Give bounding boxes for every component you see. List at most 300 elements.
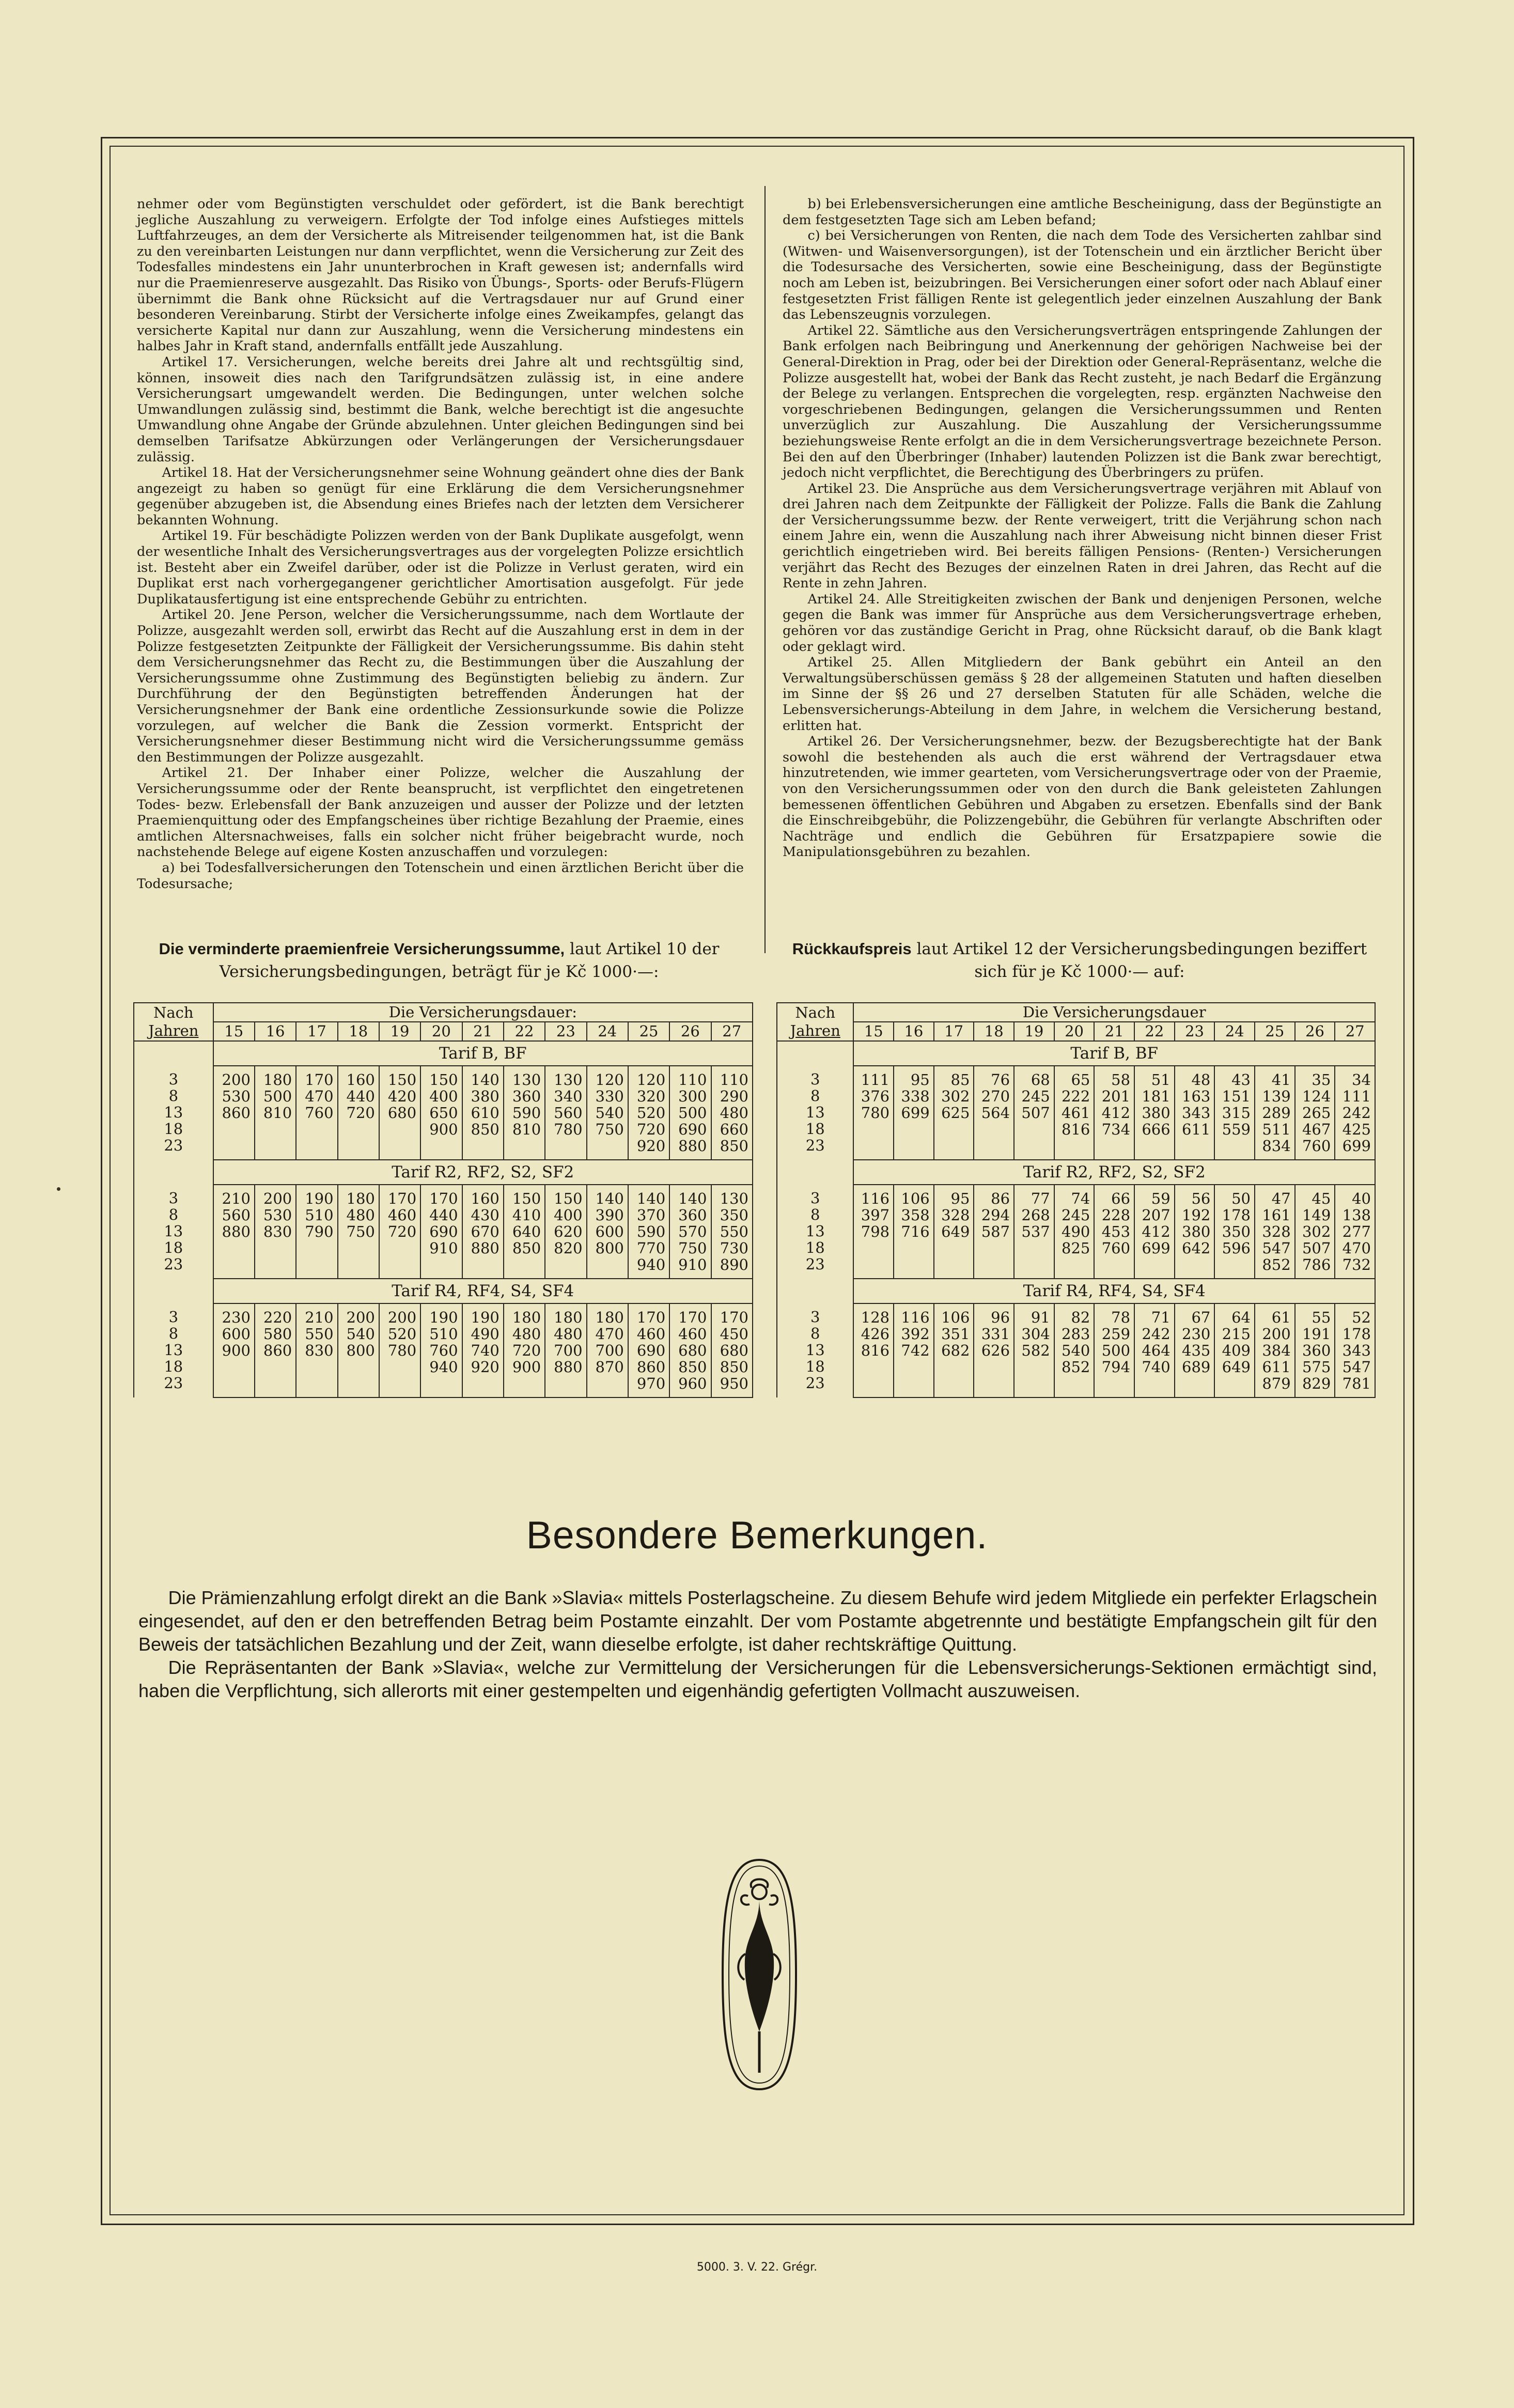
value-cell xyxy=(1214,1185,1255,1279)
year-value: 8 xyxy=(168,1325,179,1342)
duration-header: 15 xyxy=(213,1022,255,1041)
value: 110 xyxy=(678,1071,707,1089)
value xyxy=(296,1375,333,1392)
value xyxy=(380,1240,416,1256)
value xyxy=(934,1138,970,1154)
value: 920 xyxy=(636,1137,666,1155)
value-cell xyxy=(587,1303,628,1397)
value: 68 xyxy=(1031,1071,1050,1089)
duration-header: 22 xyxy=(504,1022,545,1041)
value-cell xyxy=(504,1185,545,1279)
value-cell xyxy=(587,1066,628,1160)
value: 77 xyxy=(1031,1190,1050,1207)
value: 110 xyxy=(720,1071,748,1089)
value: 290 xyxy=(720,1088,748,1105)
value: 111 xyxy=(861,1071,890,1089)
value xyxy=(255,1256,292,1273)
value: 120 xyxy=(595,1071,624,1089)
value: 500 xyxy=(263,1088,292,1105)
value: 507 xyxy=(1021,1104,1050,1122)
value xyxy=(380,1375,416,1392)
value: 810 xyxy=(263,1104,292,1122)
value-cell xyxy=(338,1185,379,1279)
value-cell xyxy=(420,1066,462,1160)
value: 320 xyxy=(636,1088,666,1105)
value: 440 xyxy=(346,1088,375,1105)
value: 128 xyxy=(861,1309,890,1326)
value: 860 xyxy=(636,1358,666,1376)
value: 507 xyxy=(1302,1239,1331,1257)
value-cell xyxy=(1335,1185,1375,1279)
value: 392 xyxy=(901,1325,930,1343)
article-18: Artikel 18. Hat der Versicherungsnehmer seine Wohnung geändert ohne dies der Bank angezeigt zu haben so genügt für eine Erklärung die dem Versicherungsnehmer gegenüber abzugeben ist, die Absendung eines Briefes nach der letzten dem Versicherer bekannten Wohnung. xyxy=(137,465,744,528)
value xyxy=(214,1256,251,1273)
value xyxy=(545,1375,582,1392)
value xyxy=(255,1359,292,1375)
value-cell xyxy=(711,1066,753,1160)
value: 960 xyxy=(678,1375,707,1392)
value: 825 xyxy=(1062,1239,1090,1257)
value xyxy=(214,1359,251,1375)
value xyxy=(1095,1256,1130,1273)
value: 140 xyxy=(471,1071,500,1089)
year-cell xyxy=(777,1066,853,1160)
value: 880 xyxy=(554,1358,583,1376)
value: 95 xyxy=(910,1071,930,1089)
value: 200 xyxy=(222,1071,251,1089)
value xyxy=(974,1359,1010,1375)
value-cell xyxy=(462,1185,504,1279)
value: 215 xyxy=(1222,1325,1251,1343)
value: 500 xyxy=(678,1104,707,1122)
value: 760 xyxy=(1101,1239,1131,1257)
value-cell xyxy=(1054,1303,1095,1397)
left-text-column xyxy=(137,196,744,892)
value: 139 xyxy=(1262,1088,1291,1105)
value-cell xyxy=(379,1066,420,1160)
value: 170 xyxy=(305,1071,334,1089)
value xyxy=(421,1256,458,1273)
value: 170 xyxy=(720,1309,748,1326)
value xyxy=(504,1375,541,1392)
value: 649 xyxy=(941,1223,970,1240)
duration-header: 18 xyxy=(338,1022,379,1041)
value: 666 xyxy=(1142,1121,1170,1138)
section-title: Besondere Bemerkungen. xyxy=(526,1513,988,1557)
value: 289 xyxy=(1262,1104,1291,1122)
duration-header: 26 xyxy=(1295,1022,1335,1041)
value: 376 xyxy=(861,1088,890,1105)
value xyxy=(296,1240,333,1256)
value xyxy=(421,1375,458,1392)
value: 780 xyxy=(861,1104,890,1122)
value xyxy=(1014,1375,1050,1392)
value: 302 xyxy=(1302,1223,1331,1240)
value: 150 xyxy=(387,1071,417,1089)
value: 410 xyxy=(512,1206,541,1224)
value xyxy=(1014,1138,1050,1154)
year-value: 3 xyxy=(168,1308,179,1326)
value-cell xyxy=(894,1185,934,1279)
value: 820 xyxy=(554,1239,583,1257)
value: 160 xyxy=(471,1190,500,1207)
value: 380 xyxy=(1142,1104,1170,1122)
value: 58 xyxy=(1111,1071,1131,1089)
value-cell xyxy=(213,1185,255,1279)
remarks-text xyxy=(138,1586,1377,1702)
value-cell xyxy=(669,1185,711,1279)
value: 180 xyxy=(595,1309,624,1326)
value: 510 xyxy=(429,1325,458,1343)
value-cell xyxy=(1214,1066,1255,1160)
value: 790 xyxy=(305,1223,334,1240)
value: 265 xyxy=(1302,1104,1331,1122)
value: 920 xyxy=(471,1358,500,1376)
value: 190 xyxy=(471,1309,500,1326)
value: 570 xyxy=(678,1223,707,1240)
value xyxy=(380,1138,416,1154)
value-cell xyxy=(462,1303,504,1397)
value: 435 xyxy=(1182,1342,1211,1359)
year-value: 18 xyxy=(805,1358,825,1375)
value: 130 xyxy=(720,1190,748,1207)
value-cell xyxy=(255,1185,296,1279)
value: 328 xyxy=(941,1206,970,1224)
value: 96 xyxy=(991,1309,1010,1326)
value: 331 xyxy=(981,1325,1010,1343)
value: 390 xyxy=(595,1206,624,1224)
value: 611 xyxy=(1262,1358,1291,1376)
value-cell xyxy=(628,1185,669,1279)
value: 720 xyxy=(346,1104,375,1122)
value: 720 xyxy=(387,1223,417,1240)
year-value: 18 xyxy=(164,1358,183,1375)
year-value: 8 xyxy=(810,1087,820,1105)
year-value: 23 xyxy=(164,1374,183,1392)
value: 120 xyxy=(636,1071,666,1089)
value: 816 xyxy=(861,1342,890,1359)
value: 460 xyxy=(678,1325,707,1343)
value: 78 xyxy=(1111,1309,1131,1326)
value xyxy=(338,1121,375,1138)
value: 467 xyxy=(1302,1121,1331,1138)
value: 380 xyxy=(471,1088,500,1105)
value: 343 xyxy=(1342,1342,1371,1359)
value: 575 xyxy=(1302,1358,1331,1376)
value: 61 xyxy=(1271,1309,1291,1326)
duration-header: 25 xyxy=(1255,1022,1295,1041)
value: 800 xyxy=(595,1239,624,1257)
value-cell xyxy=(894,1303,934,1397)
value: 340 xyxy=(554,1088,583,1105)
value: 453 xyxy=(1101,1223,1131,1240)
value: 163 xyxy=(1182,1088,1211,1105)
value: 470 xyxy=(305,1088,334,1105)
duration-header: 24 xyxy=(587,1022,628,1041)
value: 590 xyxy=(512,1104,541,1122)
year-value: 3 xyxy=(810,1189,820,1207)
value: 412 xyxy=(1101,1104,1131,1122)
value: 161 xyxy=(1262,1206,1291,1224)
year-value: 18 xyxy=(164,1120,183,1138)
value: 242 xyxy=(1342,1104,1371,1122)
value-cell xyxy=(853,1066,894,1160)
value: 530 xyxy=(222,1088,251,1105)
value: 740 xyxy=(471,1342,500,1359)
duration-header: 23 xyxy=(545,1022,586,1041)
value-cell xyxy=(1255,1185,1295,1279)
value: 52 xyxy=(1352,1309,1371,1326)
value xyxy=(587,1375,624,1392)
value xyxy=(854,1240,889,1256)
value: 480 xyxy=(720,1104,748,1122)
value xyxy=(934,1256,970,1273)
value: 140 xyxy=(636,1190,666,1207)
value-cell xyxy=(1175,1066,1215,1160)
value-cell xyxy=(1335,1066,1375,1160)
value: 510 xyxy=(305,1206,334,1224)
value xyxy=(296,1359,333,1375)
value: 699 xyxy=(1342,1137,1371,1155)
value: 67 xyxy=(1191,1309,1211,1326)
value: 191 xyxy=(1302,1325,1331,1343)
value: 680 xyxy=(387,1104,417,1122)
value xyxy=(463,1375,500,1392)
value xyxy=(338,1256,375,1273)
value: 230 xyxy=(222,1309,251,1326)
value: 798 xyxy=(861,1223,890,1240)
duration-header: 19 xyxy=(379,1022,420,1041)
value: 425 xyxy=(1342,1121,1371,1138)
value: 490 xyxy=(471,1325,500,1343)
value-cell xyxy=(213,1066,255,1160)
duration-header: 24 xyxy=(1214,1022,1255,1041)
value xyxy=(1135,1138,1170,1154)
value: 970 xyxy=(636,1375,666,1392)
value: 540 xyxy=(346,1325,375,1343)
year-value: 13 xyxy=(805,1222,825,1240)
value: 480 xyxy=(512,1325,541,1343)
value: 351 xyxy=(941,1325,970,1343)
value: 500 xyxy=(1101,1342,1131,1359)
value: 50 xyxy=(1231,1190,1251,1207)
value: 200 xyxy=(346,1309,375,1326)
value: 620 xyxy=(554,1223,583,1240)
value xyxy=(894,1240,930,1256)
value: 850 xyxy=(678,1358,707,1376)
tarif-label: Tarif R2, RF2, S2, SF2 xyxy=(853,1160,1375,1185)
value: 760 xyxy=(305,1104,334,1122)
article-24: Artikel 24. Alle Streitigkeiten zwischen der Bank und denjenigen Personen, welche gegen die Bank was immer für Ansprüche aus dem Versicherungsvertrage erheben, gehören vor das zuständige Gericht in Prag, ohne Rücksicht darauf, ob die Bank klagt oder geklagt wird. xyxy=(783,591,1382,655)
value-cell xyxy=(1175,1303,1215,1397)
value xyxy=(934,1121,970,1138)
value: 192 xyxy=(1182,1206,1211,1224)
value: 360 xyxy=(512,1088,541,1105)
value: 460 xyxy=(636,1325,666,1343)
value-cell xyxy=(974,1303,1014,1397)
value: 430 xyxy=(471,1206,500,1224)
value: 116 xyxy=(901,1309,930,1326)
value: 564 xyxy=(981,1104,1010,1122)
remark-paragraph: Die Prämienzahlung erfolgt direkt an die Bank »Slavia« mittels Posterlagscheine. Zu diesem Behufe wird jedem Mitgliede ein perfekter Erlagschein eingesendet, auf den er den betreffenden Betrag beim Postamte einzahlt. Der vom Postamte abgetrennte und bestätigte Empfangschein gilt für den Beweis der tatsächlichen Bezahlung und der Zeit, wann dieselbe erfolgte, ist daher rechtskräftige Quittung. xyxy=(138,1587,1377,1655)
value xyxy=(1014,1240,1050,1256)
value xyxy=(214,1240,251,1256)
tarif-label: Tarif R2, RF2, S2, SF2 xyxy=(213,1160,753,1185)
value: 338 xyxy=(901,1088,930,1105)
value xyxy=(1055,1256,1090,1273)
value xyxy=(587,1138,624,1154)
value: 537 xyxy=(1021,1223,1050,1240)
value: 480 xyxy=(554,1325,583,1343)
value xyxy=(854,1138,889,1154)
value: 490 xyxy=(1062,1223,1090,1240)
year-value: 18 xyxy=(805,1239,825,1256)
value: 111 xyxy=(1342,1088,1371,1105)
tarif-row xyxy=(777,1160,1375,1185)
nach-label: Nach xyxy=(795,1004,836,1021)
value: 547 xyxy=(1342,1358,1371,1376)
value: 150 xyxy=(429,1071,458,1089)
year-cell xyxy=(134,1303,213,1397)
value-cell xyxy=(628,1303,669,1397)
value: 880 xyxy=(678,1137,707,1155)
value-cell xyxy=(379,1303,420,1397)
value: 910 xyxy=(678,1256,707,1273)
value xyxy=(214,1375,251,1392)
value: 511 xyxy=(1262,1121,1291,1138)
nach-jahren-header xyxy=(777,1003,853,1041)
value: 470 xyxy=(595,1325,624,1343)
value: 160 xyxy=(346,1071,375,1089)
value: 780 xyxy=(387,1342,417,1359)
value: 834 xyxy=(1262,1137,1291,1155)
year-value: 3 xyxy=(168,1070,179,1088)
value: 642 xyxy=(1182,1239,1211,1257)
value xyxy=(545,1256,582,1273)
value: 360 xyxy=(1302,1342,1331,1359)
value: 150 xyxy=(554,1190,583,1207)
duration-header: 17 xyxy=(934,1022,974,1041)
value xyxy=(934,1240,970,1256)
value: 43 xyxy=(1231,1071,1251,1089)
value xyxy=(854,1359,889,1375)
value xyxy=(1014,1359,1050,1375)
value: 409 xyxy=(1222,1342,1251,1359)
value xyxy=(894,1138,930,1154)
value: 268 xyxy=(1021,1206,1050,1224)
value: 626 xyxy=(981,1342,1010,1359)
value: 830 xyxy=(263,1223,292,1240)
value: 740 xyxy=(1142,1358,1170,1376)
value: 190 xyxy=(429,1309,458,1326)
value-cell xyxy=(379,1185,420,1279)
value: 76 xyxy=(991,1071,1010,1089)
value: 34 xyxy=(1352,1071,1371,1089)
data-row xyxy=(134,1303,753,1397)
left-table-heading-rest: laut Artikel 10 der Versicherungsbedingungen, beträgt für je Kč 1000·—: xyxy=(219,940,720,981)
value xyxy=(545,1138,582,1154)
value xyxy=(338,1375,375,1392)
duration-header: 16 xyxy=(894,1022,934,1041)
value xyxy=(854,1121,889,1138)
year-cell xyxy=(777,1303,853,1397)
value: 732 xyxy=(1342,1256,1371,1273)
duration-header: 18 xyxy=(974,1022,1014,1041)
value xyxy=(255,1121,292,1138)
value: 277 xyxy=(1342,1223,1371,1240)
year-value: 18 xyxy=(805,1120,825,1138)
value-cell xyxy=(853,1185,894,1279)
value xyxy=(380,1256,416,1273)
tarif-spacer xyxy=(134,1160,213,1185)
value: 86 xyxy=(991,1190,1010,1207)
value xyxy=(894,1375,930,1392)
value: 742 xyxy=(901,1342,930,1359)
value: 600 xyxy=(595,1223,624,1240)
value xyxy=(1215,1256,1251,1273)
value: 360 xyxy=(678,1206,707,1224)
article-17: Artikel 17. Versicherungen, welche bereits drei Jahre alt und rechtsgültig sind, können, insoweit dies nach den Tarifgrundsätzen zulässig ist, in eine andere Versicherungsart umgewandelt werden. Die Bedingungen, unter welchen solche Umwandlungen zulässig sind, bestimmt die Bank, welche berechtigt ist die angesuchte Umwandlung ohne Angabe der Gründe abzulehnen. Unter gleichen Bedingungen sind bei demselben Tarifsatze Abkürzungen oder Verlängerungen der Versicherungsdauer zulässig. xyxy=(137,354,744,465)
duration-header: 25 xyxy=(628,1022,669,1041)
value xyxy=(1055,1375,1090,1392)
article-25: Artikel 25. Allen Mitgliedern der Bank gebührt ein Anteil an den Verwaltungsüberschüssen gemäss § 28 der allgemeinen Statuten und haften dieselben im Sinne der §§ 26 und 27 derselben Statuten für alle Schäden, welche die Lebensversicherungs-Abteilung in dem Jahre, in welchem die Versicherung bestand, erlitten hat. xyxy=(783,655,1382,734)
tarif-spacer xyxy=(134,1279,213,1303)
value xyxy=(338,1359,375,1375)
value: 850 xyxy=(512,1239,541,1257)
value: 222 xyxy=(1062,1088,1090,1105)
value: 760 xyxy=(1302,1137,1331,1155)
value: 170 xyxy=(678,1309,707,1326)
value: 48 xyxy=(1191,1071,1211,1089)
data-row xyxy=(134,1185,753,1279)
value xyxy=(214,1138,251,1154)
value: 720 xyxy=(512,1342,541,1359)
duration-header: 21 xyxy=(462,1022,504,1041)
tarif-row xyxy=(134,1279,753,1303)
year-value: 23 xyxy=(805,1255,825,1273)
value: 720 xyxy=(636,1121,666,1138)
data-row xyxy=(777,1185,1375,1279)
value: 343 xyxy=(1182,1104,1211,1122)
value xyxy=(974,1138,1010,1154)
paragraph: nehmer oder vom Begünstigten verschuldet oder gefördert, ist die Bank berechtigt jegliche Auszahlung zu verweigern. Erfolgte der Tod infolge eines Aufstieges mittels Luftfahrzeuges, an dem der Versicherte als Mitreisender teilgenommen hat, ist die Bank zu den vereinbarten Leistungen nur dann verpflichtet, wenn die Versicherung zur Zeit des Todesfalles mindestens ein Jahr ununterbrochen in Kraft gewesen ist; andernfalls wird nur die Praemienreserve ausgezahlt. Das Risiko von Übungs-, Sports- oder Berufs-Flügern übernimmt die Bank ohne Rücksicht auf die Vertragsdauer nur auf Grund einer besonderen Vereinbarung. Stirbt der Versicherte infolge eines Zweikampfes, gelangt das versicherte Kapital nur dann zur Auszahlung, wenn die Versicherung mindestens ein halbes Jahr in Kraft stand, andernfalls entfällt jede Auszahlung. xyxy=(137,196,744,354)
value xyxy=(974,1240,1010,1256)
value xyxy=(934,1375,970,1392)
value: 65 xyxy=(1071,1071,1090,1089)
value: 151 xyxy=(1222,1088,1251,1105)
year-cell xyxy=(134,1066,213,1160)
duration-header: 23 xyxy=(1175,1022,1215,1041)
value xyxy=(1135,1375,1170,1392)
header-row xyxy=(777,1003,1375,1022)
value: 140 xyxy=(678,1190,707,1207)
value: 245 xyxy=(1021,1088,1050,1105)
value: 690 xyxy=(636,1342,666,1359)
value: 660 xyxy=(720,1121,748,1138)
value-cell xyxy=(420,1185,462,1279)
tarif-spacer xyxy=(777,1041,853,1066)
value-cell xyxy=(711,1185,753,1279)
value xyxy=(214,1121,251,1138)
value-cell xyxy=(894,1066,934,1160)
tarif-label: Tarif B, BF xyxy=(853,1041,1375,1066)
praemienfrei-table xyxy=(133,1002,753,1398)
value xyxy=(1095,1375,1130,1392)
value xyxy=(296,1256,333,1273)
value: 461 xyxy=(1062,1104,1090,1122)
tarif-spacer xyxy=(134,1041,213,1066)
value: 51 xyxy=(1151,1071,1170,1089)
